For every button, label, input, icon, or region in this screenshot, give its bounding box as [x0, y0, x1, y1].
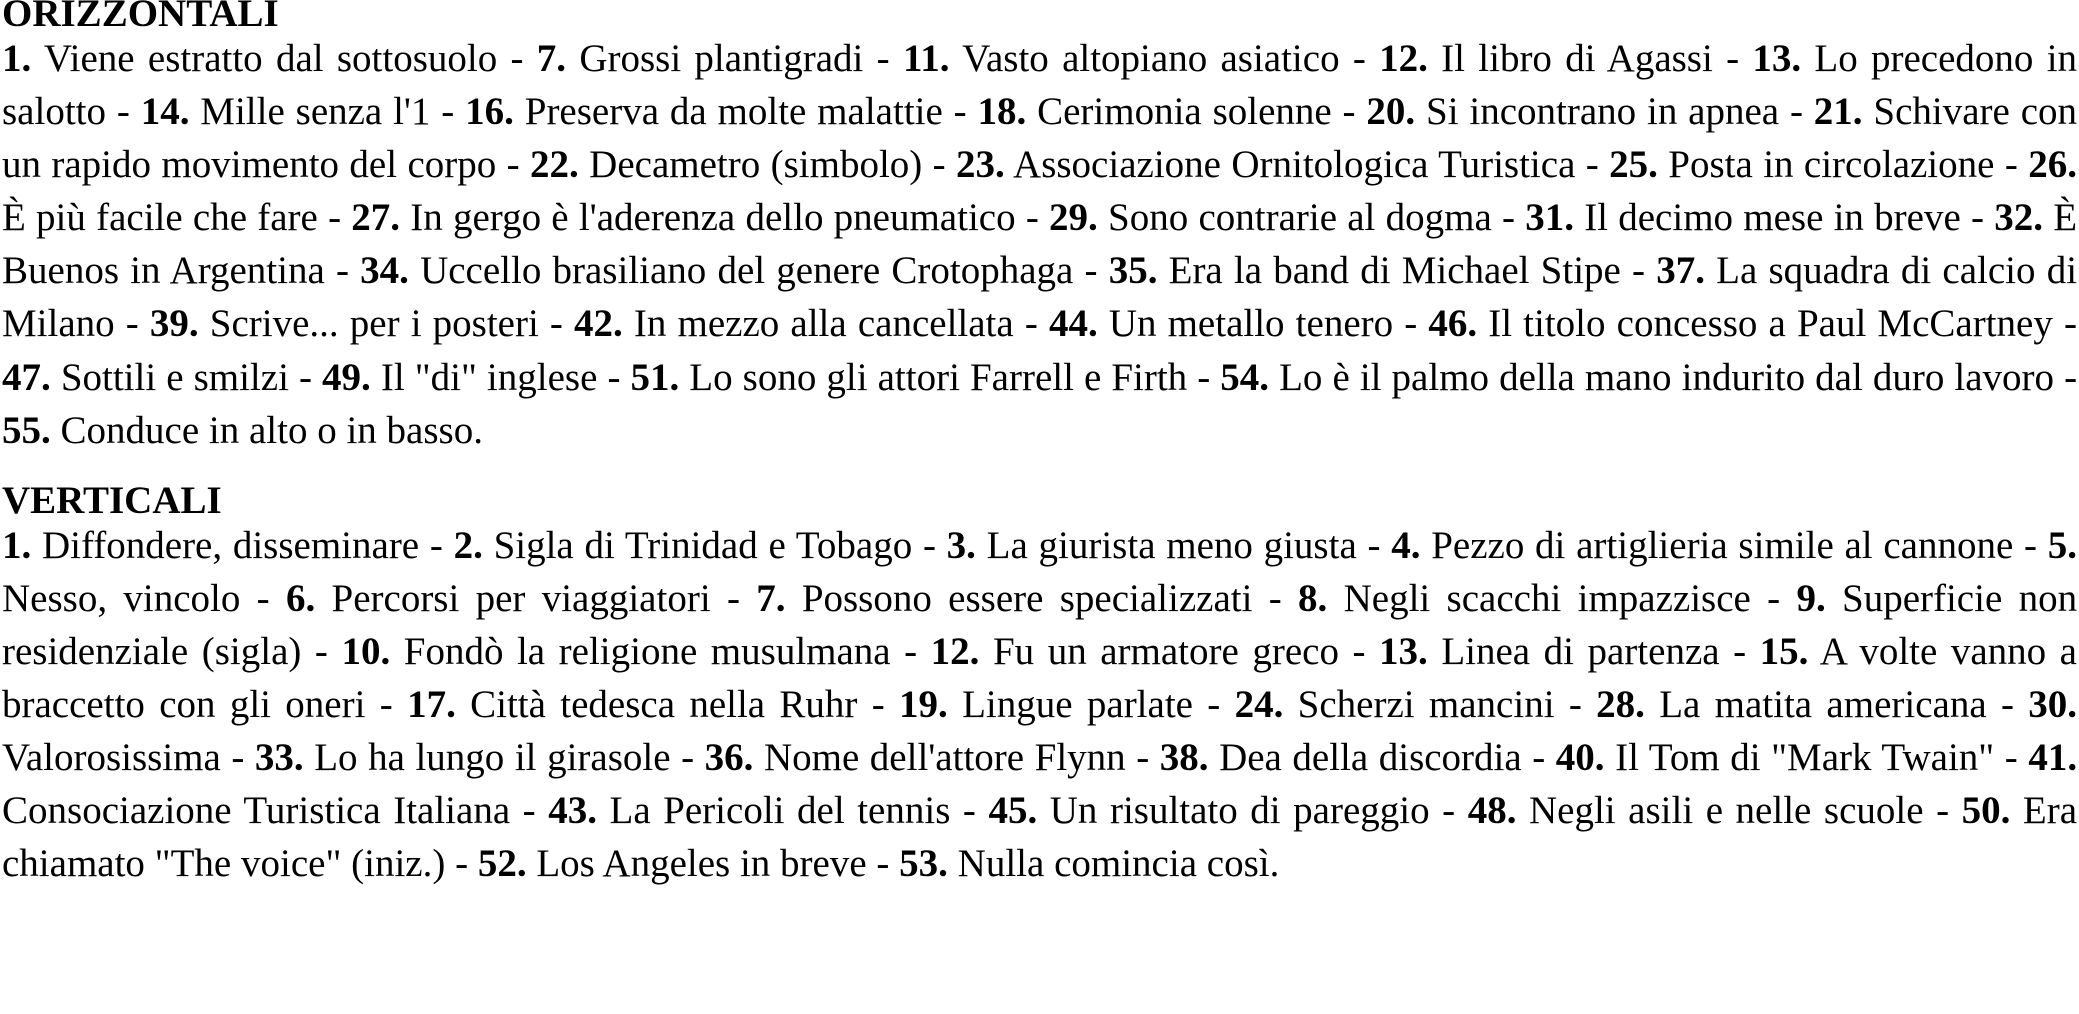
- vertical-clue: [1298, 577, 1751, 620]
- clue-separator: -: [890, 629, 931, 673]
- horizontal-section-title: ORIZZONTALI: [2, 0, 279, 35]
- vertical-clue-text: Nulla comincia così.: [957, 842, 1280, 886]
- clue-separator: -: [288, 355, 323, 399]
- horizontal-clue-text: Viene estratto dal sottosuolo: [43, 37, 498, 80]
- horizontal-clue-text: Uccello brasiliano del genere Crotophaga: [420, 249, 1074, 293]
- clue-separator: -: [950, 789, 989, 833]
- horizontal-clue-number: 25.: [1609, 143, 1658, 187]
- horizontal-clue: [574, 302, 1014, 345]
- horizontal-clue: [1609, 143, 1994, 186]
- clue-separator: -: [445, 842, 478, 886]
- horizontal-clue-number: 31.: [1525, 196, 1574, 240]
- clue-separator: -: [1994, 736, 2029, 780]
- vertical-clue-text: Fondò la religione musulmana: [403, 629, 891, 673]
- clue-separator: -: [922, 143, 957, 187]
- vertical-clue-number: 48.: [1467, 789, 1517, 833]
- vertical-clue-number: 17.: [407, 683, 456, 727]
- vertical-clue-number: 19.: [899, 683, 948, 727]
- clue-separator: -: [597, 355, 631, 399]
- clue-separator: -: [670, 736, 705, 780]
- vertical-clue-number: 9.: [1796, 576, 1826, 620]
- vertical-clue: [899, 842, 1279, 885]
- clue-separator: -: [1015, 196, 1050, 240]
- clue-separator: -: [419, 523, 454, 567]
- horizontal-clue-text: Preserva da molte malattie: [524, 90, 943, 134]
- clue-separator: -: [510, 789, 549, 833]
- clue-separator: -: [1521, 736, 1556, 780]
- horizontal-clue-text: Si incontrano in apnea: [1426, 90, 1780, 134]
- clue-separator: -: [912, 523, 947, 567]
- clue-separator: -: [538, 302, 575, 346]
- horizontal-clue-text: Lo sono gli attori Farrell e Firth: [689, 355, 1188, 399]
- horizontal-clue: [1428, 302, 2053, 345]
- horizontal-clue-text: Decametro (simbolo): [589, 143, 923, 187]
- vertical-clue-number: 24.: [1234, 683, 1284, 727]
- clue-separator: -: [1125, 736, 1160, 780]
- vertical-clue: [478, 842, 867, 885]
- horizontal-clue-text: È più facile che fare: [2, 196, 318, 240]
- vertical-clue: [286, 577, 711, 620]
- clue-separator: -: [866, 842, 900, 886]
- clue-separator: -: [220, 736, 255, 780]
- vertical-clue-number: 1.: [2, 523, 32, 567]
- clue-separator: -: [1712, 37, 1753, 80]
- horizontal-clue-number: 12.: [1379, 37, 1428, 80]
- horizontal-clue-text: Sono contrarie al dogma: [1108, 196, 1492, 240]
- clue-separator: -: [106, 90, 141, 134]
- horizontal-clue-text: In gergo è l'aderenza dello pneumatico: [410, 196, 1016, 240]
- clue-separator: -: [1620, 249, 1657, 293]
- horizontal-clue: [1379, 37, 1713, 80]
- vertical-clue-text: Superficie non residenziale (sigla): [2, 576, 2078, 673]
- vertical-clue-text: Era chiamato "The voice" (iniz.): [2, 789, 2078, 886]
- clue-separator: -: [1192, 683, 1235, 727]
- horizontal-clue-text: In mezzo alla cancellata: [633, 302, 1014, 346]
- vertical-clue-number: 8.: [1298, 576, 1328, 620]
- clue-separator: -: [1187, 355, 1221, 399]
- clue-separator: -: [1960, 196, 1995, 240]
- vertical-clue-text: Dea della discordia: [1219, 736, 1522, 780]
- clue-separator: -: [1750, 576, 1797, 620]
- clue-separator: -: [2054, 355, 2078, 399]
- horizontal-clue-number: 34.: [360, 249, 409, 293]
- vertical-clue-number: 33.: [254, 736, 304, 780]
- horizontal-clue-number: 20.: [1366, 90, 1416, 134]
- horizontal-clue-text: Mille senza l'1: [200, 90, 431, 134]
- horizontal-clue-number: 49.: [322, 355, 371, 399]
- clue-separator: -: [1073, 249, 1109, 293]
- vertical-clue-number: 41.: [2028, 736, 2078, 780]
- vertical-clue-text: Negli scacchi impazzisce: [1343, 576, 1751, 620]
- vertical-clue-number: 53.: [899, 842, 948, 886]
- horizontal-clue-number: 16.: [465, 90, 514, 134]
- clue-separator: -: [1338, 629, 1380, 673]
- vertical-clue-text: Lo ha lungo il girasole: [314, 736, 671, 780]
- clue-separator: -: [857, 683, 900, 727]
- vertical-clue-text: Consociazione Turistica Italiana: [2, 789, 511, 833]
- clue-separator: -: [497, 37, 537, 80]
- horizontal-clue-number: 7.: [536, 37, 567, 80]
- clue-separator: -: [2013, 523, 2048, 567]
- horizontal-clue-text: Sottili e smilzi: [60, 355, 289, 399]
- vertical-clue-number: 13.: [1379, 629, 1428, 673]
- horizontal-clue: [630, 356, 1187, 399]
- vertical-clue-number: 43.: [548, 789, 597, 833]
- vertical-clue-text: Los Angeles in breve: [536, 842, 867, 886]
- horizontal-clue-number: 11.: [902, 37, 950, 80]
- horizontal-clue-text: Associazione Ornitologica Turistica: [1013, 143, 1576, 187]
- horizontal-clue: [2, 37, 497, 80]
- horizontal-clue-number: 54.: [1220, 355, 1270, 399]
- vertical-clue: [1235, 683, 1555, 726]
- vertical-clue: [705, 736, 1126, 779]
- clue-separator: -: [1719, 629, 1760, 673]
- horizontal-clue-number: 44.: [1048, 302, 1098, 346]
- horizontal-clue-text: Il libro di Agassi: [1441, 37, 1713, 80]
- horizontal-clue: [2, 356, 289, 399]
- vertical-clue: [341, 630, 890, 673]
- clue-separator: -: [430, 90, 466, 134]
- horizontal-clue-number: 27.: [351, 196, 401, 240]
- horizontal-clue-text: Schivare con un rapido movimento del corpo: [2, 90, 2078, 187]
- horizontal-clue: [1366, 90, 1779, 133]
- vertical-clue-number: 38.: [1159, 736, 1209, 780]
- horizontal-clue-number: 46.: [1428, 302, 1478, 346]
- vertical-clue-number: 45.: [988, 789, 1038, 833]
- horizontal-clue-text: Vasto altopiano asiatico: [962, 37, 1340, 80]
- clue-separator: -: [114, 302, 150, 346]
- vertical-clue-number: 36.: [704, 736, 754, 780]
- vertical-clue-number: 10.: [341, 629, 391, 673]
- clue-separator: -: [1779, 90, 1814, 134]
- horizontal-clue: [150, 302, 539, 345]
- vertical-clue-number: 30.: [2028, 683, 2077, 727]
- vertical-clue-number: 3.: [946, 523, 976, 567]
- clue-separator: -: [1575, 143, 1610, 187]
- horizontal-clue-text: Un metallo tenero: [1108, 302, 1394, 346]
- vertical-clue: [947, 524, 1357, 567]
- clue-separator: -: [1429, 789, 1468, 833]
- horizontal-clue: [537, 37, 864, 80]
- horizontal-clue-text: È Buenos in Argentina: [2, 196, 2078, 293]
- horizontal-clue-number: 26.: [2028, 143, 2077, 187]
- horizontal-clue-number: 22.: [530, 143, 579, 187]
- clue-separator: -: [1986, 683, 2029, 727]
- vertical-clue-text: Il Tom di "Mark Twain": [1615, 736, 1995, 780]
- vertical-clue-number: 5.: [2047, 523, 2077, 567]
- vertical-clue-text: Città tedesca nella Ruhr: [470, 683, 858, 727]
- clue-separator: -: [942, 90, 978, 134]
- vertical-clue-text: Lingue parlate: [962, 683, 1193, 727]
- vertical-clue: [931, 630, 1339, 673]
- vertical-clue-text: Valorosissima: [2, 736, 221, 780]
- horizontal-clue-number: 37.: [1656, 249, 1705, 293]
- horizontal-clue: [2, 409, 483, 452]
- horizontal-clue: [360, 249, 1073, 292]
- horizontal-clue-number: 1.: [2, 37, 32, 80]
- horizontal-clue-text: Il "di" inglese: [380, 355, 598, 399]
- vertical-clue-text: Nesso, vincolo: [2, 576, 241, 620]
- vertical-clue-number: 12.: [930, 629, 980, 673]
- vertical-clue-number: 7.: [756, 576, 786, 620]
- horizontal-clue: [1525, 196, 1961, 239]
- horizontal-clue: [1220, 356, 2054, 399]
- vertical-clue: [1468, 789, 1924, 832]
- vertical-clue-text: Sigla di Trinidad e Tobago: [493, 523, 913, 567]
- horizontal-clue: [141, 90, 431, 133]
- horizontal-clue-text: Il titolo concesso a Paul McCartney: [1488, 302, 2053, 346]
- horizontal-clue-text: Lo precedono in salotto: [2, 37, 2078, 134]
- vertical-clue-text: Un risultato di pareggio: [1049, 789, 1430, 833]
- clue-separator: -: [1393, 302, 1429, 346]
- clue-separator: -: [1339, 37, 1380, 80]
- horizontal-clue-text: Lo è il palmo della mano indurito dal duro lavoro: [1279, 355, 2055, 399]
- clue-separator: -: [710, 576, 757, 620]
- horizontal-clue-text: La squadra di calcio di Milano: [2, 249, 2078, 346]
- clue-separator: -: [1356, 523, 1392, 567]
- vertical-clue-text: Percorsi per viaggiatori: [331, 576, 711, 620]
- vertical-clue-text: Scherzi mancini: [1297, 683, 1555, 727]
- vertical-clue-number: 6.: [285, 576, 316, 620]
- vertical-clue: [899, 683, 1193, 726]
- vertical-clue-text: Fu un armatore greco: [992, 629, 1339, 673]
- horizontal-clue-number: 18.: [977, 90, 1027, 134]
- horizontal-clue: [530, 143, 922, 186]
- vertical-clue-text: La matita americana: [1659, 683, 1987, 727]
- horizontal-clue-number: 14.: [140, 90, 190, 134]
- horizontal-clue-number: 47.: [2, 355, 51, 399]
- vertical-clue: [988, 789, 1429, 832]
- horizontal-clue-text: Il decimo mese in breve: [1584, 196, 1961, 240]
- vertical-clue-number: 52.: [477, 842, 527, 886]
- vertical-clue-text: Possono essere specializzati: [801, 576, 1253, 620]
- vertical-clue-text: Linea di partenza: [1441, 629, 1720, 673]
- vertical-clue: [548, 789, 950, 832]
- vertical-clue: [1391, 524, 2013, 567]
- vertical-clue: [756, 577, 1252, 620]
- clue-separator: -: [1994, 143, 2029, 187]
- horizontal-clue: [956, 143, 1575, 186]
- vertical-clue-number: 4.: [1391, 523, 1421, 567]
- vertical-clue-text: A volte vanno a braccetto con gli oneri: [2, 629, 2077, 727]
- vertical-clue-number: 40.: [1555, 736, 1605, 780]
- clue-separator: -: [1013, 302, 1049, 346]
- vertical-clues-paragraph: [2, 519, 2077, 891]
- clue-separator: -: [863, 37, 903, 80]
- horizontal-clue: [1109, 249, 1621, 292]
- horizontal-clue-number: 51.: [630, 355, 680, 399]
- horizontal-clue-number: 35.: [1108, 249, 1158, 293]
- clue-separator: -: [240, 576, 286, 620]
- clue-separator: -: [365, 683, 408, 727]
- horizontal-clue-text: Grossi plantigradi: [579, 37, 864, 80]
- horizontal-clues-paragraph: [2, 32, 2077, 457]
- horizontal-clue-number: 42.: [574, 302, 623, 346]
- horizontal-clue-number: 55.: [2, 408, 51, 452]
- horizontal-clue-number: 29.: [1049, 196, 1098, 240]
- vertical-clue-text: Diffondere, disseminare: [41, 523, 420, 567]
- clue-separator: -: [301, 629, 342, 673]
- vertical-clue-text: Negli asili e nelle scuole: [1529, 789, 1924, 833]
- vertical-clue: [2, 524, 419, 567]
- horizontal-clue: [465, 90, 943, 133]
- horizontal-clue-number: 21.: [1813, 90, 1863, 134]
- clue-separator: -: [1491, 196, 1526, 240]
- vertical-clue-text: Pezzo di artiglieria simile al cannone: [1431, 523, 2014, 567]
- vertical-clue: [1556, 736, 1994, 779]
- vertical-clue-number: 28.: [1596, 683, 1645, 727]
- horizontal-clue-text: Cerimonia solenne: [1037, 90, 1332, 134]
- vertical-clue-number: 50.: [1961, 789, 2011, 833]
- horizontal-clue: [322, 356, 597, 399]
- vertical-clue: [1160, 736, 1522, 779]
- vertical-section-title: VERTICALI: [2, 478, 222, 522]
- clue-separator: -: [2052, 302, 2077, 346]
- vertical-clue: [1596, 683, 1986, 726]
- clue-separator: -: [496, 143, 531, 187]
- horizontal-clue: [351, 196, 1015, 239]
- vertical-clue-number: 15.: [1759, 629, 1809, 673]
- horizontal-clue-number: 23.: [956, 143, 1005, 187]
- vertical-clue-text: Nome dell'attore Flynn: [763, 736, 1126, 780]
- clue-separator: -: [1252, 576, 1299, 620]
- vertical-clue: [407, 683, 857, 726]
- horizontal-clue-text: Posta in circolazione: [1668, 143, 1995, 187]
- horizontal-clue-number: 13.: [1752, 37, 1802, 80]
- horizontal-clue-number: 39.: [149, 302, 199, 346]
- vertical-clue: [255, 736, 671, 779]
- clue-separator: -: [1554, 683, 1597, 727]
- horizontal-clue: [977, 90, 1331, 133]
- horizontal-clue-text: Era la band di Michael Stipe: [1168, 249, 1621, 293]
- vertical-clue-number: 2.: [453, 523, 483, 567]
- vertical-clue-text: La Pericoli del tennis: [609, 789, 951, 833]
- horizontal-clue-text: Scrive... per i posteri: [209, 302, 539, 346]
- clue-separator: -: [1923, 789, 1962, 833]
- horizontal-clue: [903, 37, 1340, 80]
- clue-separator: -: [324, 249, 361, 293]
- vertical-clue-text: La giurista meno giusta: [986, 523, 1357, 567]
- vertical-clue: [454, 524, 913, 567]
- horizontal-clue-number: 32.: [1994, 196, 2043, 240]
- vertical-clue: [1379, 630, 1720, 673]
- horizontal-clue: [1049, 196, 1492, 239]
- clue-separator: -: [1331, 90, 1367, 134]
- horizontal-clue-text: Conduce in alto o in basso.: [60, 408, 483, 452]
- clue-separator: -: [317, 196, 352, 240]
- horizontal-clue: [1049, 302, 1393, 345]
